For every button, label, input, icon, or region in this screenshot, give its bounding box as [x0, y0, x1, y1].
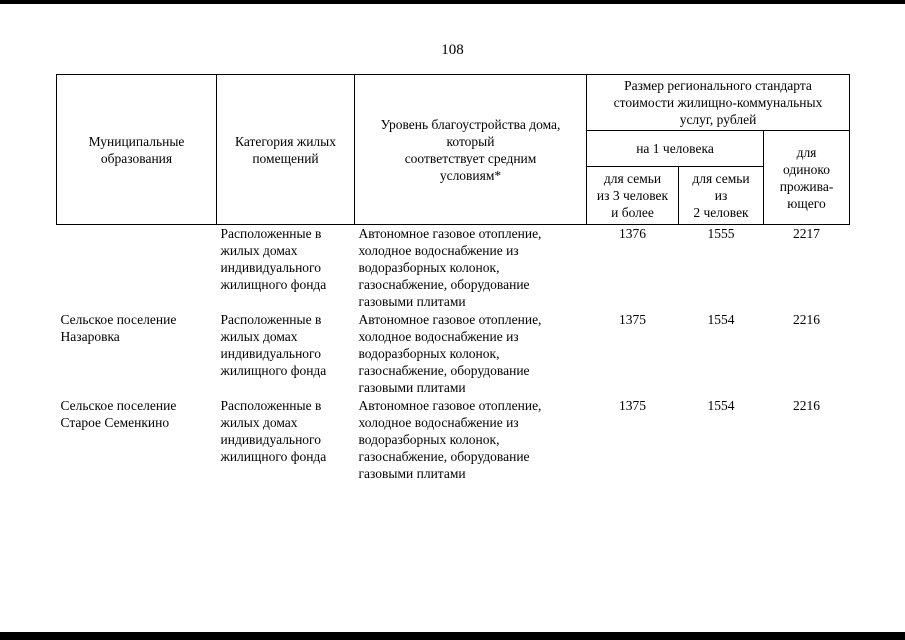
header-single: для одиноко прожива- ющего: [764, 131, 850, 225]
cell-family3: 1375: [619, 312, 646, 327]
cell-municipal: [57, 225, 217, 312]
table-row: [57, 225, 850, 312]
housing-standard-table: [56, 74, 850, 483]
cell-category: Расположенные в жилых домах индивидуального жилищного фонда: [220, 312, 327, 378]
cell-municipal: Сельское поселение Назаровка: [60, 312, 177, 344]
cell-category: Расположенные в жилых домах индивидуального жилищного фонда: [220, 226, 327, 292]
cell-family2: 1555: [707, 226, 735, 241]
cell-level: Автономное газовое отопление, холодное водоснабжение из водоразборных колонок, газоснабжение, оборудование газовыми плитами: [358, 312, 542, 395]
cell-single: 2216: [793, 312, 820, 327]
table-header: [57, 75, 850, 225]
header-family2: для семьи из 2 человек: [679, 167, 764, 225]
cell-single: 2216: [793, 398, 820, 413]
top-border-bar: [0, 0, 905, 4]
cell-single: 2217: [793, 226, 820, 241]
cell-family2: 1554: [707, 312, 735, 327]
cell-category: Расположенные в жилых домах индивидуального жилищного фонда: [220, 398, 327, 464]
cell-level: Автономное газовое отопление, холодное водоснабжение из водоразборных колонок, газоснабжение, оборудование газовыми плитами: [358, 398, 542, 481]
cell-family3: 1375: [619, 398, 646, 413]
header-standard: Размер регионального стандарта стоимости жилищно-коммунальных услуг, рублей: [587, 75, 850, 131]
header-municipal: Муниципальные образования: [57, 75, 217, 225]
cell-municipal: Сельское поселение Старое Семенкино: [60, 398, 177, 430]
header-per-person: на 1 человека: [587, 131, 764, 167]
cell-family2: 1554: [707, 398, 735, 413]
header-category: Категория жилых помещений: [217, 75, 355, 225]
table-row: [57, 311, 850, 397]
table-row: [57, 397, 850, 483]
table-body: [57, 225, 850, 484]
header-level: Уровень благоустройства дома, который соответствует средним условиям*: [355, 75, 587, 225]
cell-level: Автономное газовое отопление, холодное водоснабжение из водоразборных колонок, газоснабжение, оборудование газовыми плитами: [358, 226, 542, 309]
cell-family3: 1376: [619, 226, 646, 241]
header-family3: для семьи из 3 человек и более: [587, 167, 679, 225]
page-number: 108: [441, 42, 464, 58]
bottom-border-bar: [0, 632, 905, 640]
